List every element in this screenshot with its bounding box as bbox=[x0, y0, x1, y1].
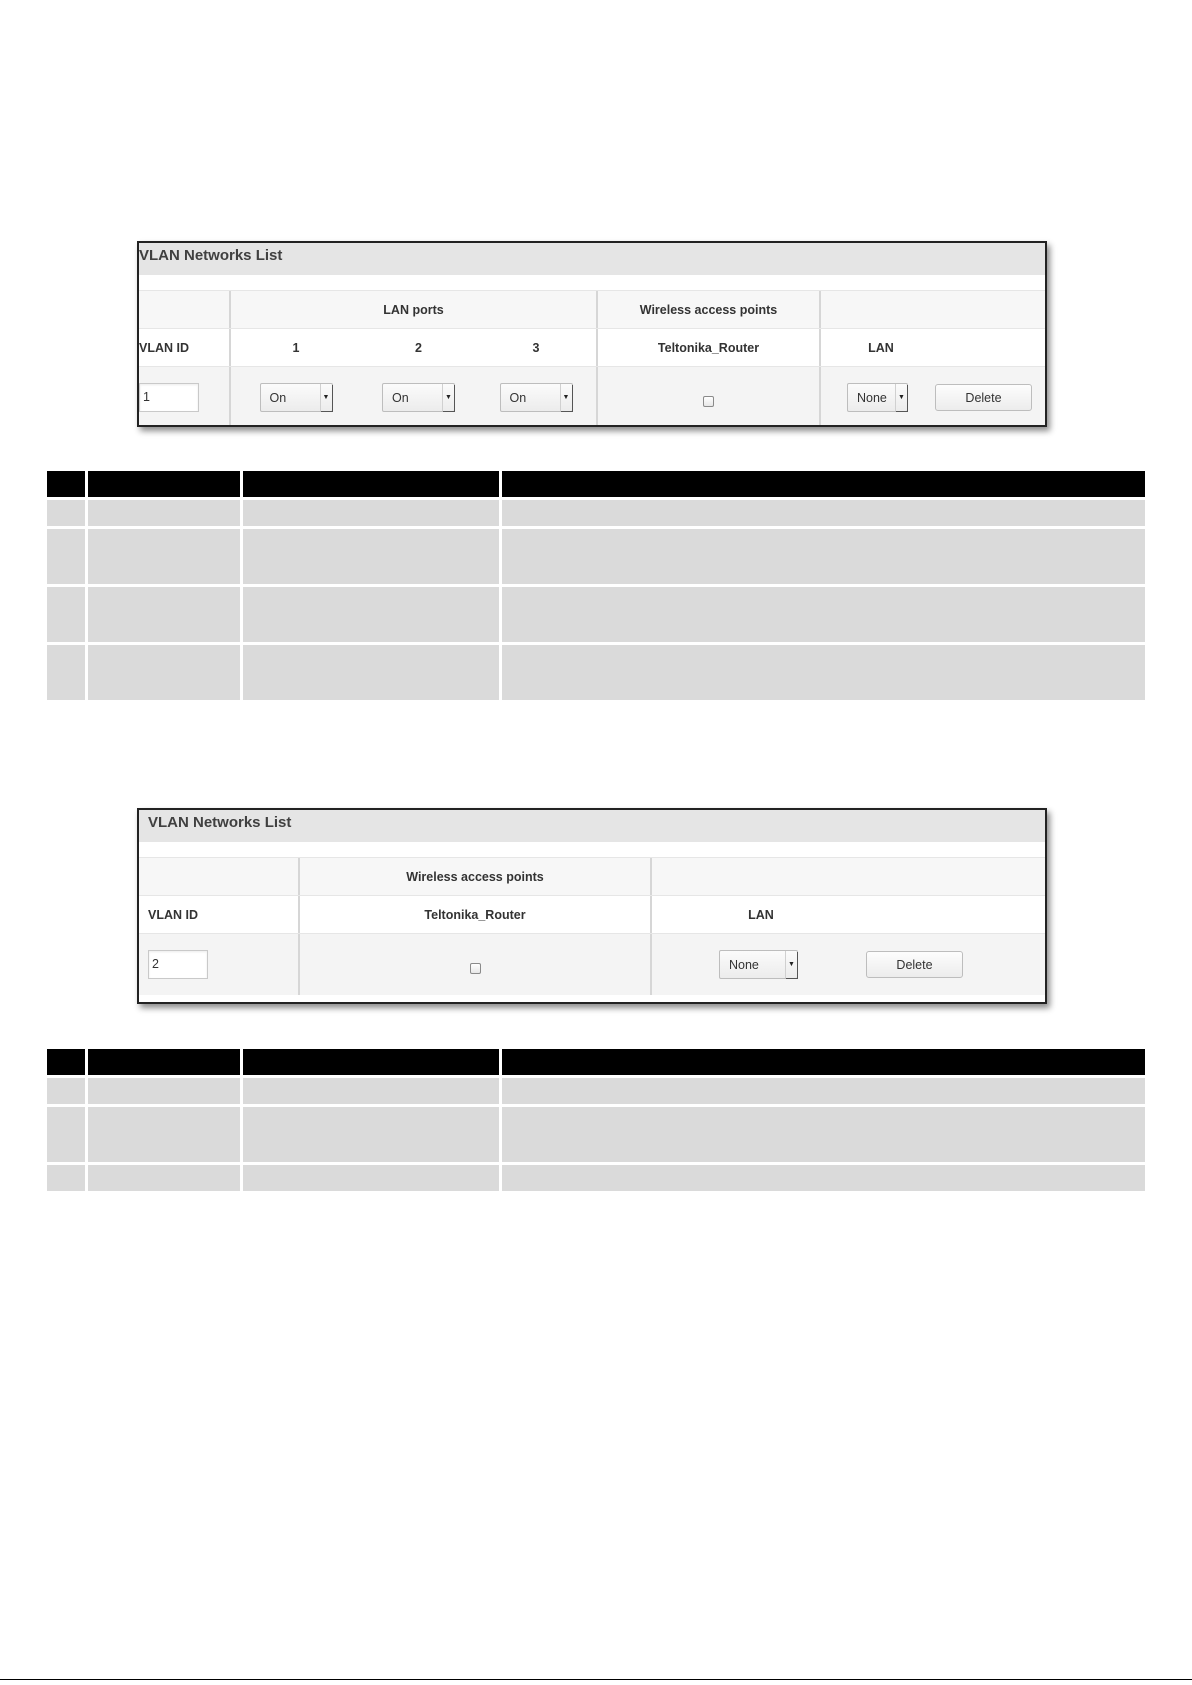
port-3-select[interactable] bbox=[500, 383, 573, 412]
port-3-label: 3 bbox=[476, 329, 598, 366]
table-header-row bbox=[47, 471, 1145, 497]
label-row bbox=[139, 895, 1045, 933]
port-2-select-value: On bbox=[392, 390, 409, 405]
lan-select[interactable] bbox=[847, 383, 908, 412]
vlan-networks-list-panel-1 bbox=[137, 241, 1047, 427]
port-1-select[interactable] bbox=[260, 383, 333, 412]
vlan-networks-list-panel-2 bbox=[137, 808, 1047, 1004]
header-row bbox=[139, 857, 1045, 895]
document-table-2 bbox=[47, 1049, 1145, 1194]
wireless-access-points-header: Wireless access points bbox=[598, 291, 821, 328]
teltonika-router-label: Teltonika_Router bbox=[300, 896, 652, 933]
triangle-down-icon: ▼ bbox=[442, 384, 454, 411]
vlan-id-input[interactable]: 2 bbox=[148, 950, 208, 979]
port-3-select-value: On bbox=[509, 390, 527, 405]
delete-button[interactable]: Delete bbox=[866, 951, 963, 978]
lan-label: LAN bbox=[748, 907, 774, 922]
port-2-label: 2 bbox=[415, 340, 422, 355]
port-2-select[interactable] bbox=[382, 383, 455, 412]
lan-select-value: None bbox=[857, 390, 887, 405]
vlan-row bbox=[139, 933, 1045, 995]
wireless-access-points-header: Wireless access points bbox=[300, 858, 652, 895]
table-row bbox=[47, 1165, 1145, 1191]
label-row bbox=[139, 328, 1045, 366]
table-row bbox=[47, 645, 1145, 700]
panel-title: VLAN Networks List bbox=[139, 810, 1045, 842]
table-row bbox=[47, 1107, 1145, 1162]
delete-button[interactable]: Delete bbox=[935, 384, 1032, 411]
lan-select-value: None bbox=[729, 957, 759, 972]
triangle-down-icon: ▼ bbox=[560, 384, 572, 411]
triangle-down-icon: ▼ bbox=[895, 384, 907, 411]
lan-label: LAN bbox=[868, 340, 894, 355]
header-row bbox=[139, 290, 1045, 328]
checkbox-unchecked-icon[interactable] bbox=[470, 963, 481, 974]
lan-select[interactable] bbox=[719, 950, 798, 979]
table-header-row bbox=[47, 1049, 1145, 1075]
triangle-down-icon: ▼ bbox=[320, 384, 332, 411]
footer-divider bbox=[0, 1679, 1192, 1680]
lan-ports-header: LAN ports bbox=[231, 291, 598, 328]
port-1-label: 1 bbox=[292, 340, 300, 355]
vlan-id-label: VLAN ID bbox=[139, 329, 231, 366]
triangle-down-icon: ▼ bbox=[785, 951, 797, 978]
checkbox-unchecked-icon[interactable] bbox=[703, 396, 714, 407]
table-row bbox=[47, 1078, 1145, 1104]
table-row bbox=[47, 529, 1145, 584]
table-row bbox=[47, 587, 1145, 642]
table-row bbox=[47, 500, 1145, 526]
teltonika-router-label: Teltonika_Router bbox=[598, 329, 821, 366]
panel-title: VLAN Networks List bbox=[139, 243, 1045, 275]
vlan-id-label: VLAN ID bbox=[139, 896, 300, 933]
port-1-select-value: On bbox=[269, 390, 287, 405]
vlan-id-input[interactable]: 1 bbox=[139, 383, 199, 412]
document-table-1 bbox=[47, 471, 1145, 703]
vlan-row bbox=[139, 366, 1045, 427]
